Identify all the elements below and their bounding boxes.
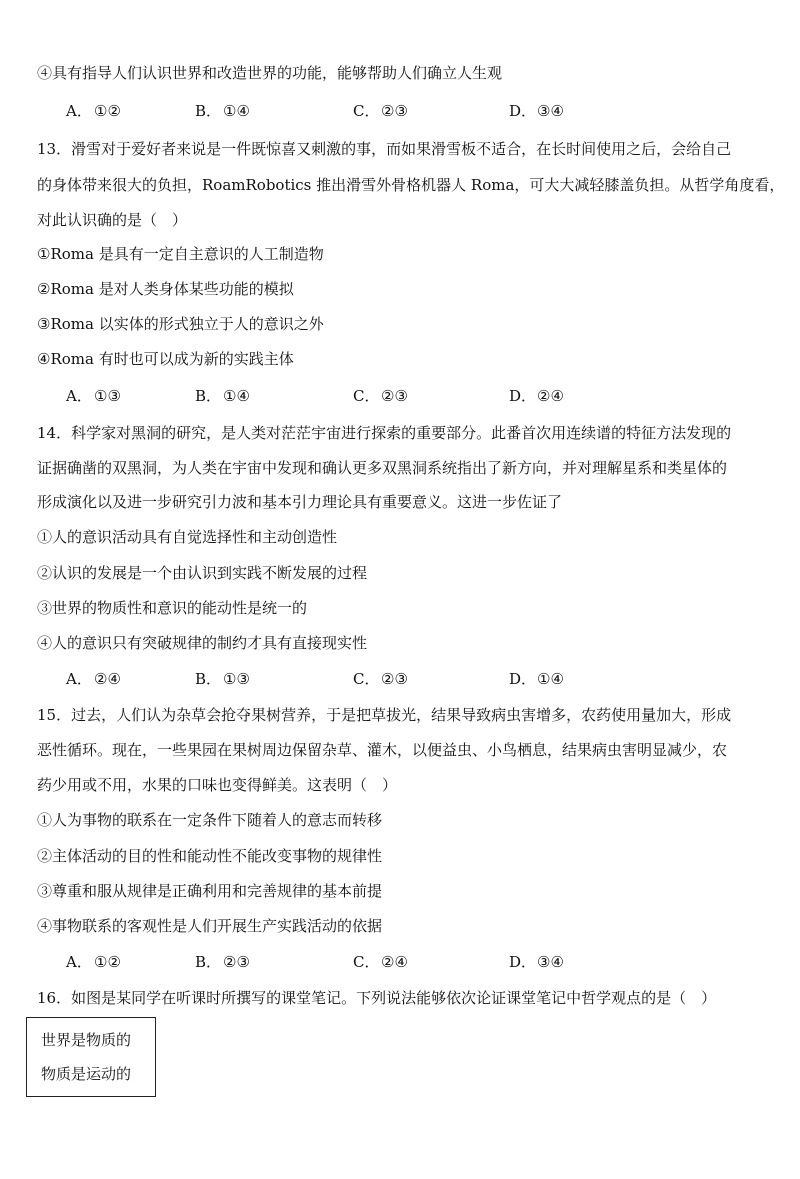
q13-option-b[interactable]: B． ①④ <box>195 387 250 405</box>
q15-options <box>66 952 766 972</box>
q13-item-1: ①Roma 是具有一定自主意识的人工制造物 <box>37 245 324 263</box>
class-note-box <box>26 1017 156 1097</box>
q14-stem-line-2: 证据确凿的双黑洞，为人类在宇宙中发现和确认更多双黑洞系统指出了新方向，并对理解星系和类星体的 <box>37 459 728 477</box>
q12-option-b[interactable]: B． ①④ <box>195 102 250 120</box>
q14-option-b[interactable]: B． ①③ <box>195 670 250 688</box>
q14-item-2: ②认识的发展是一个由认识到实践不断发展的过程 <box>37 564 368 582</box>
q15-item-2: ②主体活动的目的性和能动性不能改变事物的规律性 <box>37 847 383 865</box>
q14-option-d[interactable]: D．①④ <box>509 670 564 688</box>
q14-option-a[interactable]: A． ②④ <box>66 670 121 688</box>
q13-item-3: ③Roma 以实体的形式独立于人的意识之外 <box>37 315 324 333</box>
q13-item-4: ④Roma 有时也可以成为新的实践主体 <box>37 350 294 368</box>
q16-stem: 16．如图是某同学在听课时所撰写的课堂笔记。下列说法能够依次论证课堂笔记中哲学观点的是（ ） <box>37 989 717 1007</box>
q12-item-4: ④具有指导人们认识世界和改造世界的功能，能够帮助人们确立人生观 <box>37 64 503 82</box>
q14-stem-line-3: 形成演化以及进一步研究引力波和基本引力理论具有重要意义。这进一步佐证了 <box>37 493 563 511</box>
q15-stem-line-3: 药少用或不用，水果的口味也变得鲜美。这表明（ ） <box>37 776 398 794</box>
q13-stem-line-2: 的身体带来很大的负担，RoamRobotics 推出滑雪外骨格机器人 Roma，可大大减轻膝盖负担。从哲学角度看， <box>37 176 785 194</box>
q15-option-c[interactable]: C． ②④ <box>353 953 408 971</box>
q13-stem-line-3: 对此认识确的是（ ） <box>37 211 188 229</box>
q15-stem-line-1: 15．过去，人们认为杂草会抢夺果树营养，于是把草拔光，结果导致病虫害增多，农药使用量加大，形成 <box>37 706 732 724</box>
q14-options <box>66 669 766 689</box>
q14-item-4: ④人的意识只有突破规律的制约才具有直接现实性 <box>37 634 368 652</box>
q15-stem-line-2: 恶性循环。现在，一些果园在果树周边保留杂草、灌木，以便益虫、小鸟栖息，结果病虫害明显减少，农 <box>37 741 728 759</box>
q14-item-1: ①人的意识活动具有自觉选择性和主动创造性 <box>37 528 338 546</box>
q14-option-c[interactable]: C． ②③ <box>353 670 408 688</box>
q12-option-a[interactable]: A． ①② <box>66 102 121 120</box>
note-line-2: 物质是运动的 <box>41 1065 132 1083</box>
q13-item-2: ②Roma 是对人类身体某些功能的模拟 <box>37 280 294 298</box>
q15-option-b[interactable]: B． ②③ <box>195 953 250 971</box>
q12-option-d[interactable]: D．③④ <box>509 102 564 120</box>
q15-item-1: ①人为事物的联系在一定条件下随着人的意志而转移 <box>37 811 383 829</box>
q12-options <box>66 101 766 121</box>
q13-option-c[interactable]: C． ②③ <box>353 387 408 405</box>
q14-item-3: ③世界的物质性和意识的能动性是统一的 <box>37 599 308 617</box>
q13-option-a[interactable]: A． ①③ <box>66 387 121 405</box>
q13-option-d[interactable]: D．②④ <box>509 387 564 405</box>
q15-item-3: ③尊重和服从规律是正确利用和完善规律的基本前提 <box>37 882 383 900</box>
q15-item-4: ④事物联系的客观性是人们开展生产实践活动的依据 <box>37 917 383 935</box>
note-line-1: 世界是物质的 <box>41 1031 132 1049</box>
q14-stem-line-1: 14．科学家对黑洞的研究，是人类对茫茫宇宙进行探索的重要部分。此番首次用连续谱的特征方法发现的 <box>37 424 732 442</box>
q13-options <box>66 386 766 406</box>
q13-stem-line-1: 13．滑雪对于爱好者来说是一件既惊喜又刺激的事，而如果滑雪板不适合，在长时间使用之后，会给自己 <box>37 140 732 158</box>
q15-option-d[interactable]: D．③④ <box>509 953 564 971</box>
q12-option-c[interactable]: C． ②③ <box>353 102 408 120</box>
q15-option-a[interactable]: A． ①② <box>66 953 121 971</box>
